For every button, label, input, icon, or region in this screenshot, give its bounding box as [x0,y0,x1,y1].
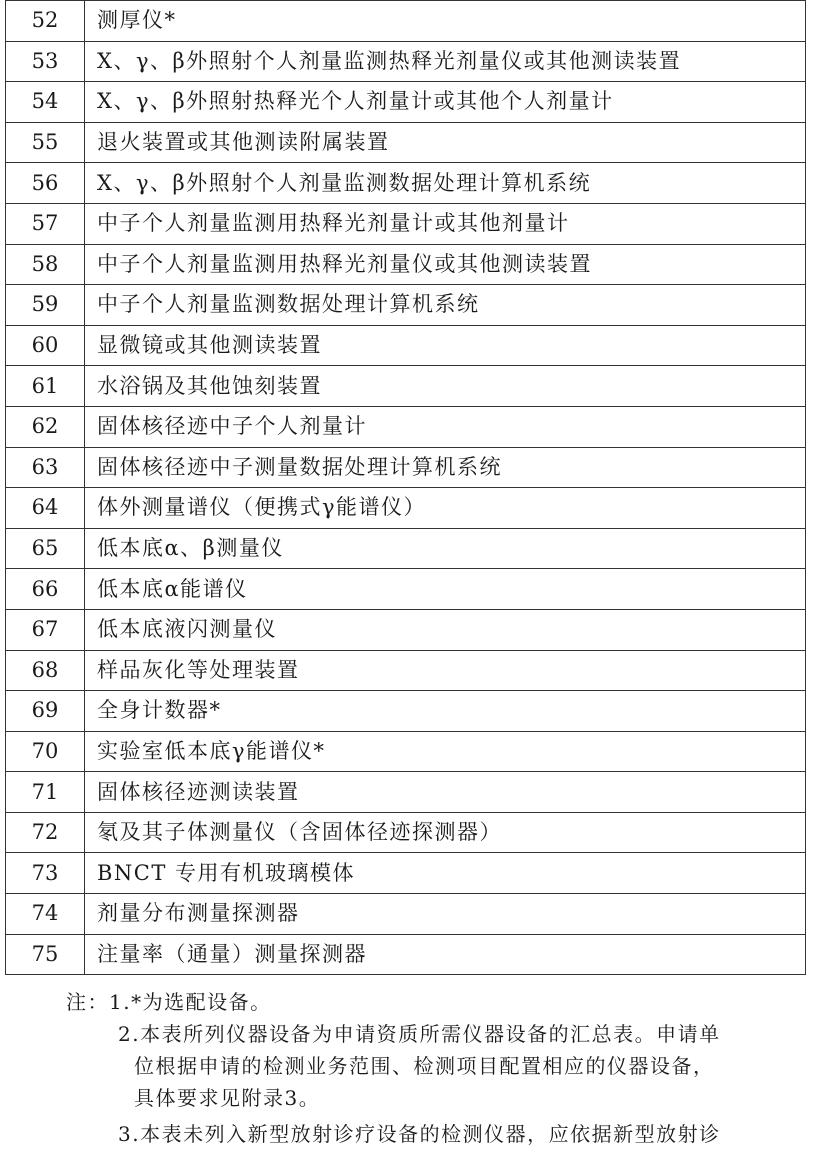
row-number: 63 [6,447,85,488]
equipment-name: 注量率（通量）测量探测器 [85,934,806,975]
row-number: 53 [6,41,85,82]
row-number: 56 [6,163,85,204]
note-2-line-3: 具体要求见附录3。 [134,1086,321,1110]
row-number: 54 [6,82,85,123]
equipment-name: 全身计数器* [85,691,806,732]
table-row [6,1,806,42]
table-row [6,691,806,732]
table-row [6,934,806,975]
equipment-name: X、γ、β外照射个人剂量监测热释光剂量仪或其他测读装置 [85,41,806,82]
equipment-name: 中子个人剂量监测用热释光剂量仪或其他测读装置 [85,244,806,285]
note-2: 2.本表所列仪器设备为申请资质所需仪器设备的汇总表。申请单 [118,1022,721,1046]
equipment-name: 水浴锅及其他蚀刻装置 [85,366,806,407]
table-row [6,244,806,285]
equipment-name: 实验室低本底γ能谱仪* [85,731,806,772]
equipment-name: BNCT 专用有机玻璃模体 [85,853,806,894]
equipment-name: 退火装置或其他测读附属装置 [85,122,806,163]
equipment-name: 显微镜或其他测读装置 [85,325,806,366]
equipment-name: 体外测量谱仪（便携式γ能谱仪） [85,488,806,529]
row-number: 72 [6,812,85,853]
row-number: 59 [6,285,85,326]
equipment-name: X、γ、β外照射个人剂量监测数据处理计算机系统 [85,163,806,204]
table-row [6,163,806,204]
row-number: 52 [6,1,85,42]
equipment-name: 固体核径迹测读装置 [85,772,806,813]
row-number: 55 [6,122,85,163]
table-row [6,325,806,366]
equipment-name: 低本底α、β测量仪 [85,528,806,569]
table-row [6,447,806,488]
row-number: 73 [6,853,85,894]
table-row [6,366,806,407]
table-row [6,650,806,691]
row-number: 64 [6,488,85,529]
table-row [6,528,806,569]
row-number: 62 [6,406,85,447]
equipment-name: X、γ、β外照射热释光个人剂量计或其他个人剂量计 [85,82,806,123]
row-number: 66 [6,569,85,610]
row-number: 67 [6,609,85,650]
table-row [6,285,806,326]
row-number: 65 [6,528,85,569]
table-row [6,122,806,163]
table-row [6,41,806,82]
note-1: 注：1.*为选配设备。 [66,990,272,1014]
table-row [6,609,806,650]
equipment-name: 低本底液闪测量仪 [85,609,806,650]
row-number: 61 [6,366,85,407]
equipment-table [5,0,806,975]
table-row [6,488,806,529]
row-number: 60 [6,325,85,366]
equipment-name: 测厚仪* [85,1,806,42]
row-number: 70 [6,731,85,772]
equipment-name: 氡及其子体测量仪（含固体径迹探测器） [85,812,806,853]
row-number: 57 [6,203,85,244]
table-row [6,772,806,813]
equipment-name: 中子个人剂量监测用热释光剂量计或其他剂量计 [85,203,806,244]
table-row [6,853,806,894]
equipment-name: 中子个人剂量监测数据处理计算机系统 [85,285,806,326]
note-2-line-2: 位根据申请的检测业务范围、检测项目配置相应的仪器设备， [134,1054,715,1078]
table-row [6,203,806,244]
equipment-name: 低本底α能谱仪 [85,569,806,610]
note-3: 3.本表未列入新型放射诊疗设备的检测仪器，应依据新型放射诊 [118,1122,721,1146]
equipment-name: 剂量分布测量探测器 [85,894,806,935]
table-row [6,406,806,447]
row-number: 71 [6,772,85,813]
table-row [6,812,806,853]
row-number: 75 [6,934,85,975]
row-number: 68 [6,650,85,691]
row-number: 58 [6,244,85,285]
table-row [6,894,806,935]
table-row [6,82,806,123]
row-number: 69 [6,691,85,732]
equipment-table-body [6,1,806,975]
table-row [6,569,806,610]
equipment-name: 样品灰化等处理装置 [85,650,806,691]
equipment-name: 固体核径迹中子个人剂量计 [85,406,806,447]
equipment-name: 固体核径迹中子测量数据处理计算机系统 [85,447,806,488]
row-number: 74 [6,894,85,935]
table-row [6,731,806,772]
